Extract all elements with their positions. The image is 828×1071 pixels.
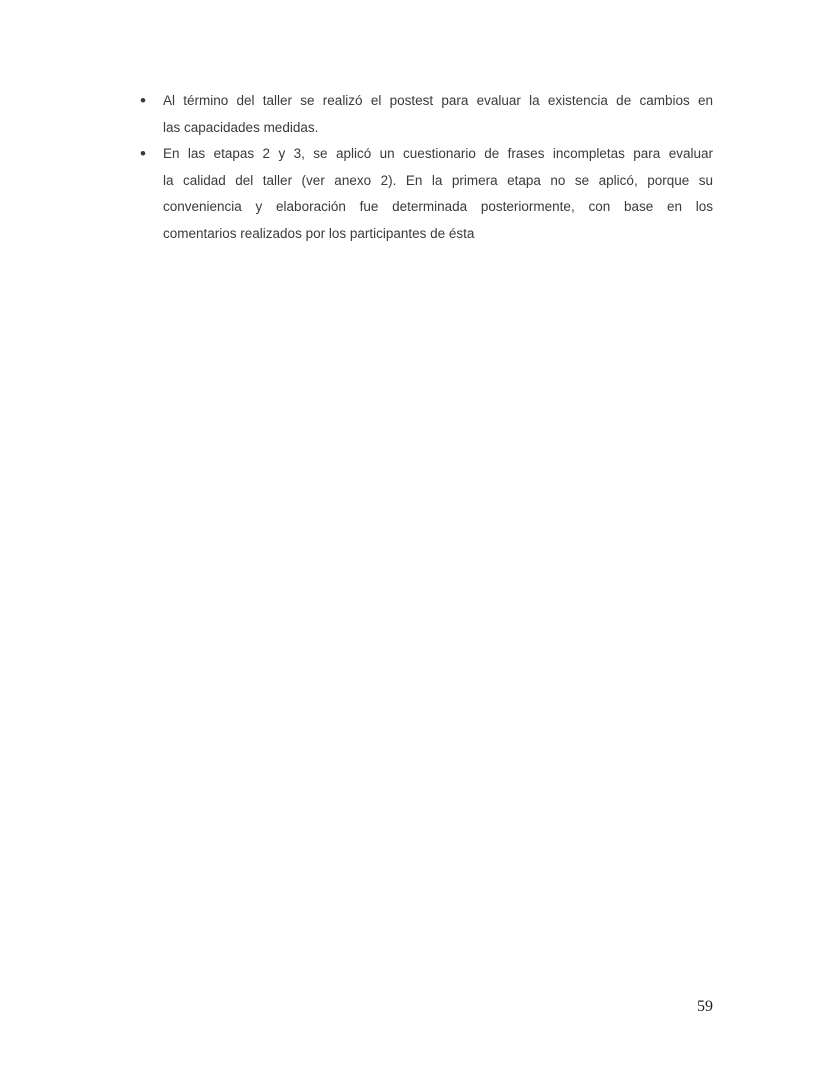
paragraph-line: las capacidades medidas. [163,119,319,135]
bullet-item [140,141,713,247]
bullet-paragraph [163,141,713,247]
paragraph-line: conveniencia y elaboración fue determinada posteriormente, con base en los [163,199,713,214]
bullet-paragraph [163,88,713,141]
paragraph-line: comentarios realizados por los participantes de ésta [163,225,475,241]
body-text [140,88,713,247]
paragraph-line: la calidad del taller (ver anexo 2). En la primera etapa no se aplicó, porque su [163,172,713,188]
page-number: 59 [697,998,713,1015]
bullet-item [140,88,713,141]
bullet-icon: • [140,91,146,110]
paragraph-line: En las etapas 2 y 3, se aplicó un cuestionario de frases incompletas para evaluar [163,146,713,161]
paragraph-line: Al término del taller se realizó el postest para evaluar la existencia de cambios en [163,93,713,108]
bullet-icon: • [140,144,146,163]
